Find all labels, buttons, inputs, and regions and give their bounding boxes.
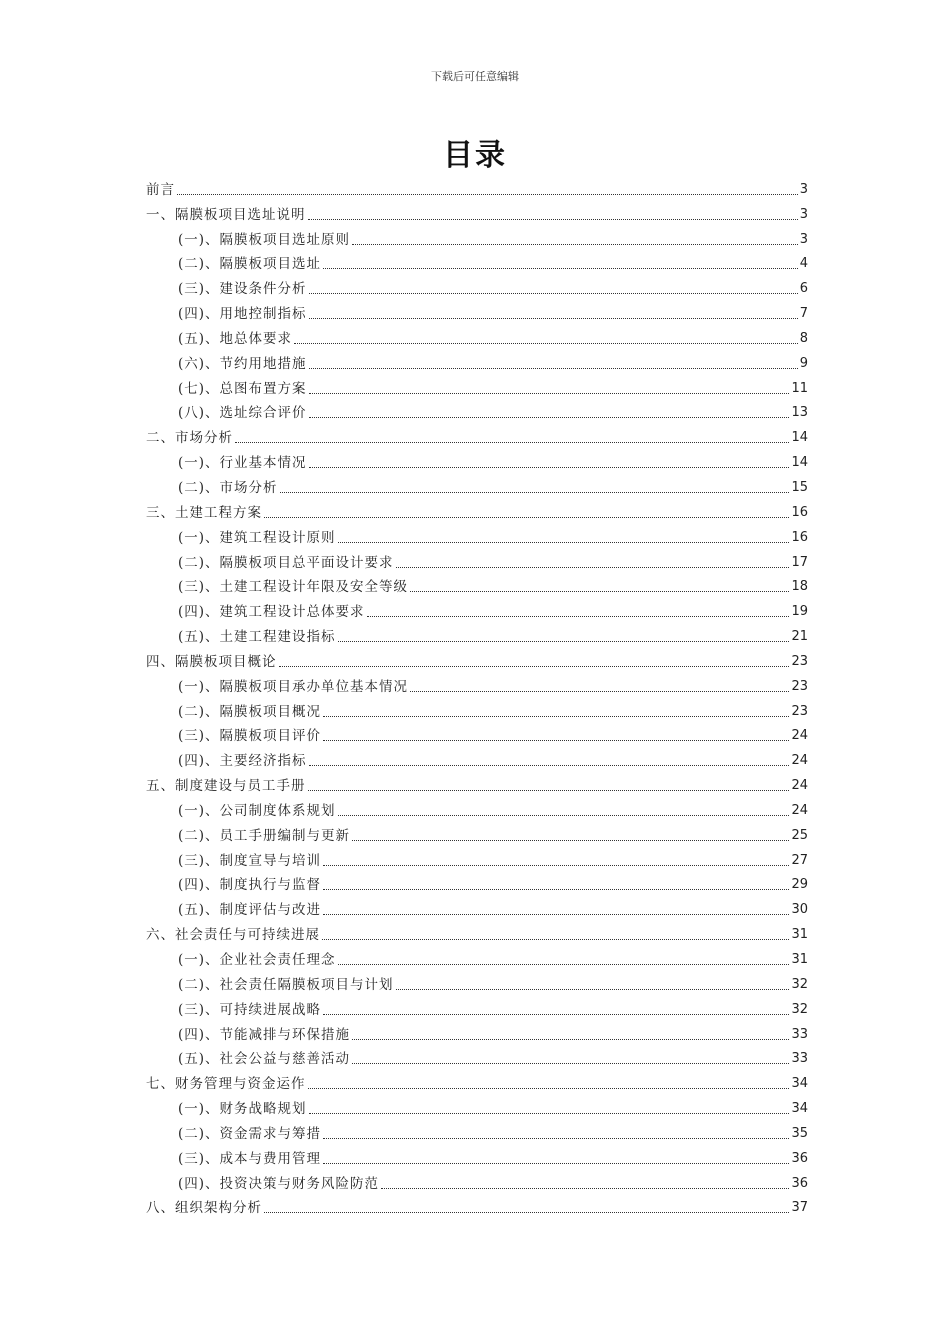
- toc-entry-page-number: 37: [791, 1200, 808, 1216]
- toc-entry[interactable]: [146, 572, 808, 597]
- toc-entry-page-number: 11: [791, 380, 808, 396]
- toc-entry-page-number: 14: [791, 455, 808, 471]
- toc-entry[interactable]: [146, 497, 808, 522]
- toc-entry[interactable]: [146, 621, 808, 646]
- toc-entry-label: (二)、市场分析: [178, 479, 278, 496]
- toc-entry[interactable]: [146, 770, 808, 795]
- toc-entry[interactable]: [146, 298, 808, 323]
- toc-entry[interactable]: [146, 199, 808, 224]
- toc-entry-page-number: 33: [791, 1026, 808, 1042]
- toc-entry-label: (三)、可持续进展战略: [178, 1001, 322, 1018]
- toc-entry-label: (三)、隔膜板项目评价: [178, 728, 322, 745]
- toc-entry-label: (四)、节能减排与环保措施: [178, 1026, 351, 1043]
- toc-entry[interactable]: [146, 348, 808, 373]
- toc-entry-page-number: 31: [791, 952, 808, 967]
- toc-leader-dots: [309, 368, 798, 369]
- toc-leader-dots: [352, 1039, 789, 1040]
- toc-entry-label: (五)、社会公益与慈善活动: [178, 1051, 351, 1068]
- toc-entry[interactable]: [146, 373, 808, 398]
- toc-entry[interactable]: [146, 1093, 808, 1118]
- toc-entry-page-number: 31: [791, 927, 808, 943]
- toc-entry-label: (四)、用地控制指标: [178, 306, 307, 323]
- toc-leader-dots: [177, 194, 798, 195]
- toc-leader-dots: [352, 244, 798, 245]
- toc-leader-dots: [338, 815, 790, 816]
- toc-entry[interactable]: [146, 174, 808, 199]
- toc-entry-label: (三)、建设条件分析: [178, 281, 307, 298]
- toc-leader-dots: [309, 417, 790, 418]
- toc-entry-page-number: 24: [791, 728, 808, 744]
- toc-leader-dots: [323, 1163, 789, 1164]
- toc-entry-page-number: 32: [791, 976, 808, 992]
- toc-leader-dots: [308, 1088, 790, 1089]
- toc-leader-dots: [322, 939, 789, 940]
- toc-entry-label: (二)、社会责任隔膜板项目与计划: [178, 976, 394, 993]
- toc-entry-label: (二)、资金需求与筹措: [178, 1125, 322, 1142]
- toc-leader-dots: [323, 914, 789, 915]
- toc-leader-dots: [396, 989, 790, 990]
- toc-entry[interactable]: [146, 1118, 808, 1143]
- toc-entry-label: 一、隔膜板项目选址说明: [146, 206, 306, 223]
- toc-entry-page-number: 24: [791, 802, 808, 818]
- toc-leader-dots: [279, 666, 790, 667]
- toc-entry[interactable]: [146, 721, 808, 746]
- toc-entry-label: (四)、建筑工程设计总体要求: [178, 604, 365, 621]
- toc-leader-dots: [294, 343, 798, 344]
- toc-entry[interactable]: [146, 994, 808, 1019]
- page-title: 目录: [443, 138, 507, 173]
- toc-entry-page-number: 13: [791, 405, 808, 421]
- toc-leader-dots: [338, 542, 790, 543]
- toc-leader-dots: [338, 641, 790, 642]
- toc-entry-page-number: 23: [791, 678, 808, 694]
- toc-entry-page-number: 6: [799, 281, 808, 297]
- toc-entry-page-number: 23: [791, 653, 808, 669]
- toc-entry[interactable]: [146, 894, 808, 919]
- toc-entry-label: (四)、投资决策与财务风险防范: [178, 1175, 380, 1192]
- toc-entry-label: (三)、土建工程设计年限及安全等级: [178, 579, 409, 596]
- toc-leader-dots: [323, 889, 789, 890]
- toc-entry-page-number: 35: [791, 1125, 808, 1141]
- toc-entry-label: (一)、财务战略规划: [178, 1101, 307, 1118]
- toc-entry[interactable]: [146, 422, 808, 447]
- toc-entry-label: (一)、企业社会责任理念: [178, 952, 336, 968]
- toc-entry-page-number: 15: [791, 479, 808, 495]
- toc-leader-dots: [235, 442, 789, 443]
- toc-entry[interactable]: [146, 1193, 808, 1218]
- toc-entry[interactable]: [146, 820, 808, 845]
- toc-entry[interactable]: [146, 1168, 808, 1193]
- toc-entry[interactable]: [146, 1143, 808, 1168]
- toc-leader-dots: [309, 318, 798, 319]
- toc-entry[interactable]: [146, 249, 808, 274]
- toc-leader-dots: [264, 1212, 789, 1213]
- toc-entry-page-number: 7: [799, 306, 808, 322]
- toc-entry[interactable]: [146, 1019, 808, 1044]
- toc-entry-page-number: 27: [791, 852, 808, 868]
- toc-entry-label: (五)、土建工程建设指标: [178, 629, 336, 646]
- toc-entry-label: (四)、主要经济指标: [178, 753, 307, 770]
- toc-entry-page-number: 24: [791, 753, 808, 769]
- toc-entry-label: (一)、公司制度体系规划: [178, 802, 336, 819]
- toc-leader-dots: [308, 790, 790, 791]
- toc-entry[interactable]: [146, 596, 808, 621]
- toc-entry[interactable]: [146, 547, 808, 572]
- toc-entry[interactable]: [146, 646, 808, 671]
- toc-entry-page-number: 3: [799, 181, 808, 197]
- toc-entry[interactable]: [146, 1068, 808, 1093]
- toc-entry[interactable]: [146, 944, 808, 969]
- toc-leader-dots: [309, 293, 798, 294]
- toc-leader-dots: [352, 840, 789, 841]
- toc-entry-page-number: 16: [791, 504, 808, 520]
- toc-entry-label: (一)、隔膜板项目选址原则: [178, 231, 351, 248]
- toc-entry[interactable]: [146, 671, 808, 696]
- toc-entry-page-number: 16: [791, 529, 808, 545]
- page-header: 下载后可任意编辑: [431, 70, 519, 83]
- toc-entry-page-number: 14: [791, 430, 808, 446]
- toc-entry-label: (二)、隔膜板项目概况: [178, 703, 322, 720]
- toc-entry-label: 四、隔膜板项目概论: [146, 653, 277, 670]
- toc-entry-label: (一)、建筑工程设计原则: [178, 529, 336, 546]
- toc-leader-dots: [338, 964, 790, 965]
- toc-entry-page-number: 4: [799, 256, 808, 272]
- toc-entry-label: (四)、制度执行与监督: [178, 877, 322, 894]
- toc-entry[interactable]: [146, 224, 808, 249]
- toc-entry[interactable]: [146, 919, 808, 944]
- toc-leader-dots: [323, 1014, 789, 1015]
- toc-entry-page-number: 3: [799, 231, 808, 247]
- toc-leader-dots: [323, 1138, 789, 1139]
- toc-entry-label: 前言: [146, 181, 175, 198]
- toc-entry[interactable]: [146, 398, 808, 423]
- toc-entry-page-number: 3: [799, 206, 808, 222]
- toc-entry[interactable]: [146, 745, 808, 770]
- toc-entry[interactable]: [146, 472, 808, 497]
- toc-entry-page-number: 25: [791, 827, 808, 843]
- toc-entry-page-number: 23: [791, 703, 808, 719]
- toc-entry-label: (三)、成本与费用管理: [178, 1150, 322, 1167]
- toc-entry[interactable]: [146, 323, 808, 348]
- toc-entry-label: 二、市场分析: [146, 430, 233, 447]
- toc-leader-dots: [264, 517, 789, 518]
- toc-entry[interactable]: [146, 273, 808, 298]
- toc-entry-page-number: 17: [791, 554, 808, 570]
- toc-leader-dots: [309, 393, 790, 394]
- toc-entry-page-number: 24: [791, 778, 808, 794]
- toc-entry[interactable]: [146, 447, 808, 472]
- toc-entry-label: 七、财务管理与资金运作: [146, 1076, 306, 1093]
- toc-entry-page-number: 36: [791, 1150, 808, 1166]
- toc-leader-dots: [352, 1063, 789, 1064]
- toc-entry-label: 八、组织架构分析: [146, 1200, 262, 1217]
- toc-entry[interactable]: [146, 969, 808, 994]
- toc-leader-dots: [323, 268, 798, 269]
- toc-entry-label: 三、土建工程方案: [146, 504, 262, 521]
- toc-entry-page-number: 30: [791, 902, 808, 918]
- toc-entry-page-number: 32: [791, 1001, 808, 1017]
- toc-entry-label: (五)、制度评估与改进: [178, 902, 322, 919]
- toc-entry-label: (七)、总图布置方案: [178, 380, 307, 397]
- toc-entry-label: (三)、制度宣导与培训: [178, 852, 322, 869]
- toc-entry[interactable]: [146, 845, 808, 870]
- toc-entry[interactable]: [146, 795, 808, 820]
- toc-entry-label: 六、社会责任与可持续进展: [146, 927, 320, 944]
- toc-leader-dots: [308, 219, 798, 220]
- toc-entry-page-number: 9: [799, 355, 808, 371]
- toc-entry-page-number: 21: [791, 629, 808, 645]
- toc-entry-page-number: 19: [791, 604, 808, 620]
- table-of-contents: [146, 174, 808, 1217]
- toc-leader-dots: [410, 591, 789, 592]
- toc-entry[interactable]: [146, 522, 808, 547]
- toc-entry-label: (五)、地总体要求: [178, 330, 293, 347]
- toc-entry-page-number: 36: [791, 1175, 808, 1191]
- toc-entry[interactable]: [146, 1044, 808, 1069]
- toc-entry[interactable]: [146, 870, 808, 895]
- toc-leader-dots: [396, 567, 790, 568]
- toc-entry-page-number: 33: [791, 1051, 808, 1067]
- toc-entry-page-number: 18: [791, 579, 808, 595]
- toc-leader-dots: [323, 716, 789, 717]
- toc-entry-page-number: 34: [791, 1076, 808, 1092]
- toc-entry-page-number: 29: [791, 877, 808, 893]
- toc-entry-page-number: 34: [791, 1101, 808, 1117]
- toc-entry-label: 五、制度建设与员工手册: [146, 778, 306, 795]
- toc-leader-dots: [309, 1113, 790, 1114]
- toc-entry-label: (二)、隔膜板项目总平面设计要求: [178, 554, 394, 571]
- toc-entry-label: (一)、行业基本情况: [178, 455, 307, 472]
- toc-leader-dots: [309, 765, 790, 766]
- toc-entry-label: (六)、节约用地措施: [178, 355, 307, 372]
- toc-leader-dots: [309, 467, 790, 468]
- toc-leader-dots: [323, 865, 789, 866]
- toc-entry-label: (二)、员工手册编制与更新: [178, 827, 351, 844]
- toc-entry-label: (二)、隔膜板项目选址: [178, 256, 322, 273]
- toc-leader-dots: [367, 616, 790, 617]
- toc-leader-dots: [381, 1188, 789, 1189]
- toc-leader-dots: [323, 740, 789, 741]
- toc-entry-label: (一)、隔膜板项目承办单位基本情况: [178, 678, 409, 695]
- toc-leader-dots: [410, 691, 789, 692]
- toc-entry-page-number: 8: [799, 330, 808, 346]
- toc-entry-label: (八)、选址综合评价: [178, 405, 307, 422]
- toc-leader-dots: [280, 492, 790, 493]
- toc-entry[interactable]: [146, 696, 808, 721]
